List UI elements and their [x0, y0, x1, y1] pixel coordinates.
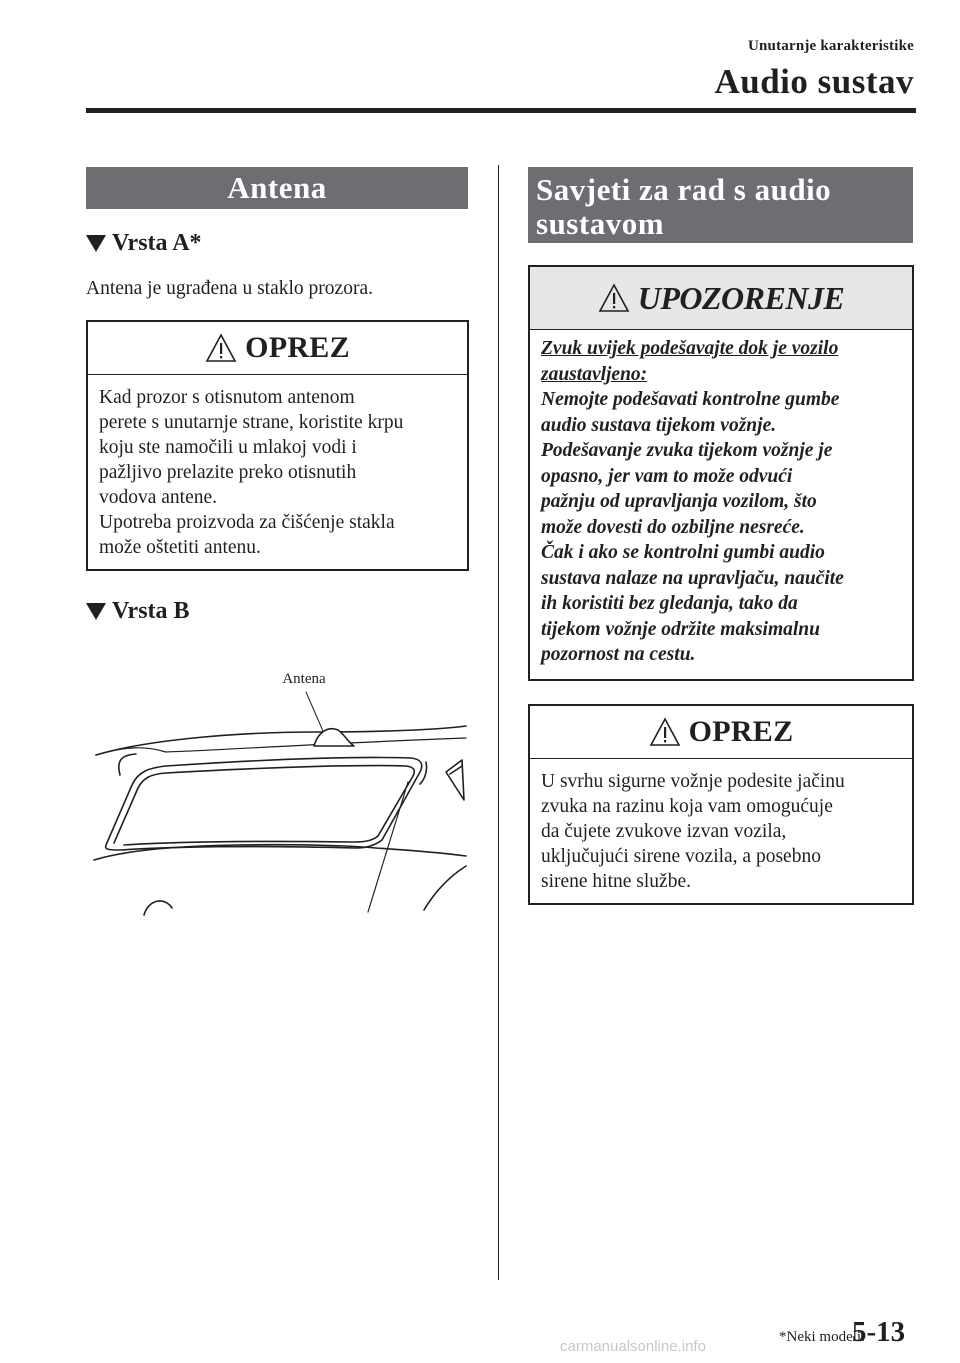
footnote: *Neki modeli. — [779, 1329, 865, 1345]
subheading-type-a — [86, 230, 202, 257]
watermark: carmanualsonline.info — [560, 1338, 706, 1355]
warning-triangle-icon — [205, 333, 237, 363]
caution-body — [530, 759, 912, 894]
warning-line: tijekom vožnje održite maksimalnu — [541, 618, 820, 640]
section-heading-line-1: Savjeti za rad s audio — [536, 172, 832, 207]
caution-line: sirene hitne službe. — [541, 871, 691, 892]
warning-line: može dovesti do ozbiljne nesreće. — [541, 516, 805, 538]
caution-line: da čujete zvukove izvan vozila, — [541, 821, 787, 842]
caution-line: Upotreba proizvoda za čišćenje stakla — [99, 512, 395, 533]
caution-line: vodova antene. — [99, 487, 218, 508]
caution-box-header — [530, 706, 912, 759]
warning-line: Nemojte podešavati kontrolne gumbe — [541, 389, 840, 410]
warning-box-header — [530, 267, 912, 330]
warning-line: pozornost na cestu. — [541, 644, 696, 665]
caution-line: uključujući sirene vozila, a posebno — [541, 846, 821, 867]
caution-label: OPREZ — [688, 715, 794, 748]
caution-line: Kad prozor s otisnutom antenom — [99, 387, 355, 408]
warning-triangle-icon — [598, 283, 630, 313]
subheading-type-b-label: Vrsta B — [112, 598, 190, 624]
caution-line: perete s unutarnje strane, koristite krpu — [99, 412, 404, 433]
page-number: 5-13 — [852, 1316, 906, 1348]
triangle-bullet-icon — [86, 603, 106, 620]
subheading-type-b — [86, 598, 190, 625]
section-heading-line-2: sustavom — [536, 206, 665, 241]
warning-lead: zaustavljeno: — [541, 363, 648, 385]
warning-triangle-icon — [649, 717, 681, 747]
caution-box-antenna — [86, 320, 469, 571]
caution-line: koju ste namočili u mlakoj vodi i — [99, 437, 357, 458]
warning-line: ih koristiti bez gledanja, tako da — [541, 593, 798, 614]
warning-line: sustava nalaze na upravljaču, naučite — [541, 567, 844, 589]
header-rule — [86, 108, 916, 113]
rear-window-antenna-illustration — [86, 660, 468, 920]
antenna-callout-label: Antena — [282, 671, 326, 687]
warning-line: audio sustava tijekom vožnje. — [541, 414, 777, 436]
warning-box — [528, 265, 914, 681]
section-heading-audio-tips — [528, 167, 913, 243]
warning-body — [530, 330, 912, 668]
section-heading-antena: Antena — [86, 167, 468, 209]
caution-label: OPREZ — [245, 331, 350, 364]
subheading-type-a-label: Vrsta A* — [112, 230, 202, 256]
warning-lead: Zvuk uvijek podešavajte dok je vozilo — [541, 338, 839, 359]
column-divider — [498, 165, 499, 1280]
caution-line: pažljivo prelazite preko otisnutih — [99, 462, 357, 483]
warning-line: Podešavanje zvuka tijekom vožnje je — [541, 440, 833, 461]
warning-line: opasno, jer vam to može odvući — [541, 465, 793, 487]
warning-line: pažnju od upravljanja vozilom, što — [541, 491, 817, 512]
caution-line: zvuka na razinu koja vam omogućuje — [541, 796, 833, 817]
type-a-text: Antena je ugrađena u staklo prozora. — [86, 278, 373, 299]
caution-body — [88, 375, 467, 560]
caution-line: U svrhu sigurne vožnje podesite jačinu — [541, 771, 845, 792]
warning-line: Čak i ako se kontrolni gumbi audio — [541, 542, 825, 563]
caution-box-volume — [528, 704, 914, 905]
caution-line: može oštetiti antenu. — [99, 537, 261, 558]
chapter-label: Unutarnje karakteristike — [747, 38, 914, 54]
warning-label: UPOZORENJE — [637, 279, 845, 316]
triangle-bullet-icon — [86, 235, 106, 252]
caution-box-header — [88, 322, 467, 375]
page-title: Audio sustav — [714, 62, 914, 101]
